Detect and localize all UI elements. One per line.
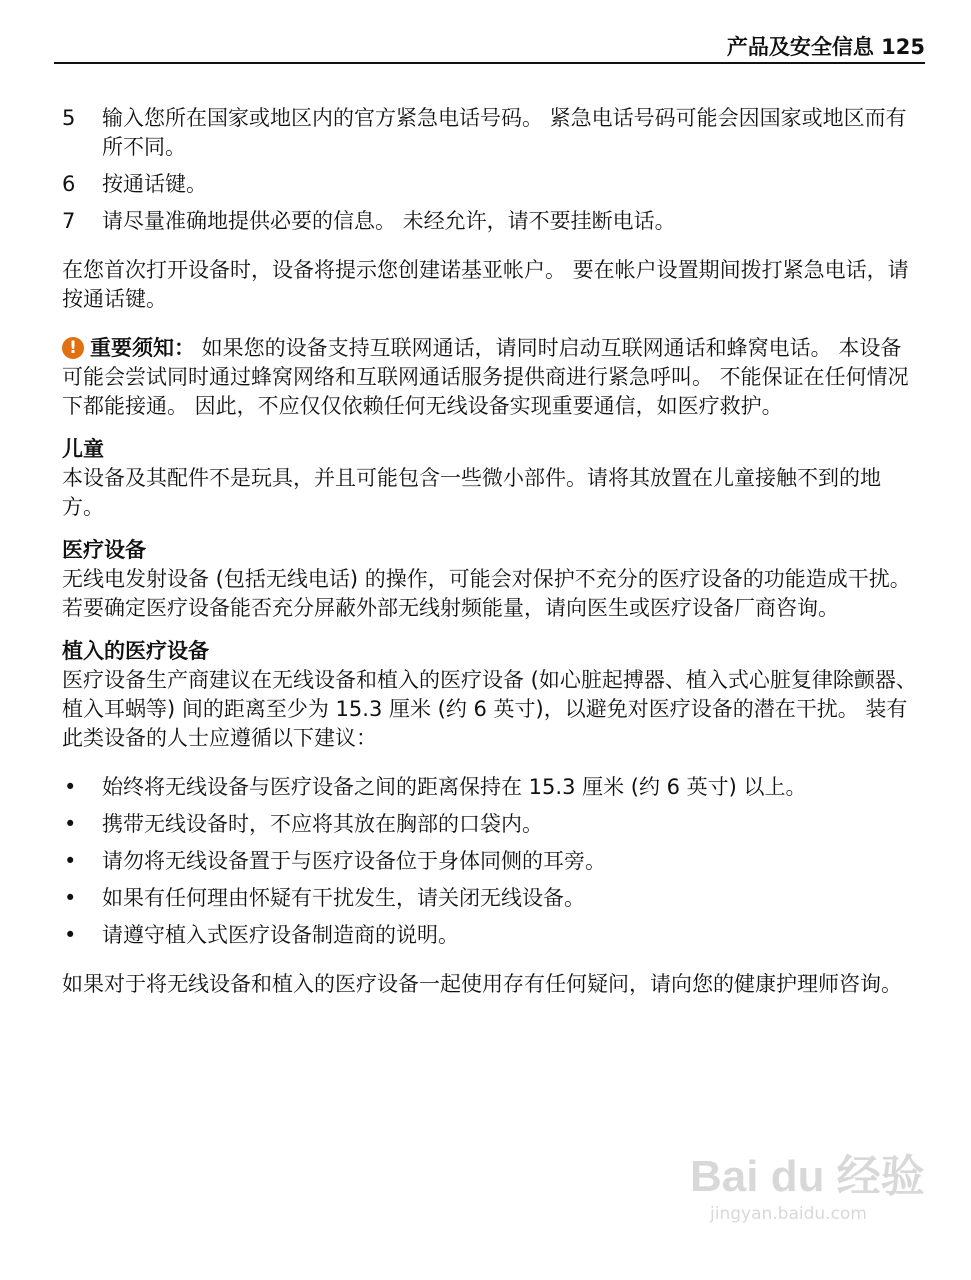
step-text: 输入您所在国家或地区内的官方紧急电话号码。 紧急电话号码可能会因国家或地区而有所不同。: [102, 106, 907, 159]
watermark-url: jingyan.baidu.com: [710, 1204, 867, 1224]
list-item: [62, 773, 922, 802]
bullet-text: 如果有任何理由怀疑有干扰发生，请关闭无线设备。: [102, 886, 585, 910]
bullet-icon: •: [64, 923, 77, 947]
step-number: 6: [62, 172, 76, 196]
notice-text: 如果您的设备支持互联网通话，请同时启动互联网通话和蜂窝电话。 本设备可能会尝试同时通过蜂窝网络和互联网通话服务提供商进行紧急呼叫。 不能保证在任何情况下都能接通。 因此，不应仅仅依赖任何无线设备实现重要通信，如医疗救护。: [62, 336, 909, 418]
list-item: [62, 170, 922, 199]
bullet-icon: •: [64, 886, 77, 910]
closing-paragraph: 如果对于将无线设备和植入的医疗设备一起使用存有任何疑问，请向您的健康护理师咨询。: [62, 972, 902, 996]
list-item: [62, 921, 922, 950]
step-text: 请尽量准确地提供必要的信息。 未经允许，请不要挂断电话。: [102, 209, 676, 233]
step-number: 7: [62, 209, 76, 233]
warning-icon: !: [62, 337, 84, 359]
list-item: [62, 104, 922, 162]
emergency-steps-list: [62, 104, 922, 236]
implanted-heading: 植入的医疗设备: [62, 639, 209, 663]
bullet-icon: •: [64, 849, 77, 873]
step-text: 按通话键。: [102, 172, 207, 196]
children-text: 本设备及其配件不是玩具，并且可能包含一些微小部件。请将其放置在儿童接触不到的地方。: [62, 466, 881, 519]
medical-text: 无线电发射设备 (包括无线电话) 的操作，可能会对保护不充分的医疗设备的功能造成干扰。 若要确定医疗设备能否充分屏蔽外部无线射频能量，请向医生或医疗设备厂商咨询。: [62, 567, 911, 620]
important-notice: [62, 334, 922, 421]
list-item: [62, 810, 922, 839]
bullet-text: 请勿将无线设备置于与医疗设备位于身体同侧的耳旁。: [102, 849, 606, 873]
bullet-text: 请遵守植入式医疗设备制造商的说明。: [102, 923, 459, 947]
watermark-logo: Bai du 经验: [690, 1152, 925, 1201]
bullet-icon: •: [64, 775, 77, 799]
list-item: [62, 847, 922, 876]
bullet-text: 始终将无线设备与医疗设备之间的距离保持在 15.3 厘米 (约 6 英寸) 以上。: [102, 775, 807, 799]
account-paragraph: 在您首次打开设备时，设备将提示您创建诺基亚帐户。 要在帐户设置期间拨打紧急电话，请按通话键。: [62, 258, 909, 311]
page-content: [62, 104, 922, 999]
header-title: 产品及安全信息 125: [726, 35, 925, 59]
bullet-text: 携带无线设备时，不应将其放在胸部的口袋内。: [102, 812, 543, 836]
step-number: 5: [62, 106, 76, 130]
list-item: [62, 207, 922, 236]
notice-label: 重要须知：: [90, 336, 195, 360]
page-header: [54, 32, 925, 64]
children-heading: 儿童: [62, 437, 104, 461]
bullet-icon: •: [64, 812, 77, 836]
list-item: [62, 884, 922, 913]
implanted-bullet-list: [62, 773, 922, 950]
medical-heading: 医疗设备: [62, 538, 146, 562]
implanted-text: 医疗设备生产商建议在无线设备和植入的医疗设备 (如心脏起搏器、植入式心脏复律除颤器、植入耳蜗等) 间的距离至少为 15.3 厘米 (约 6 英寸)，以避免对医疗设备的潜在干扰。 装有此类设备的人士应遵循以下建议：: [62, 668, 917, 750]
baidu-jingyan-watermark: [690, 1140, 930, 1250]
